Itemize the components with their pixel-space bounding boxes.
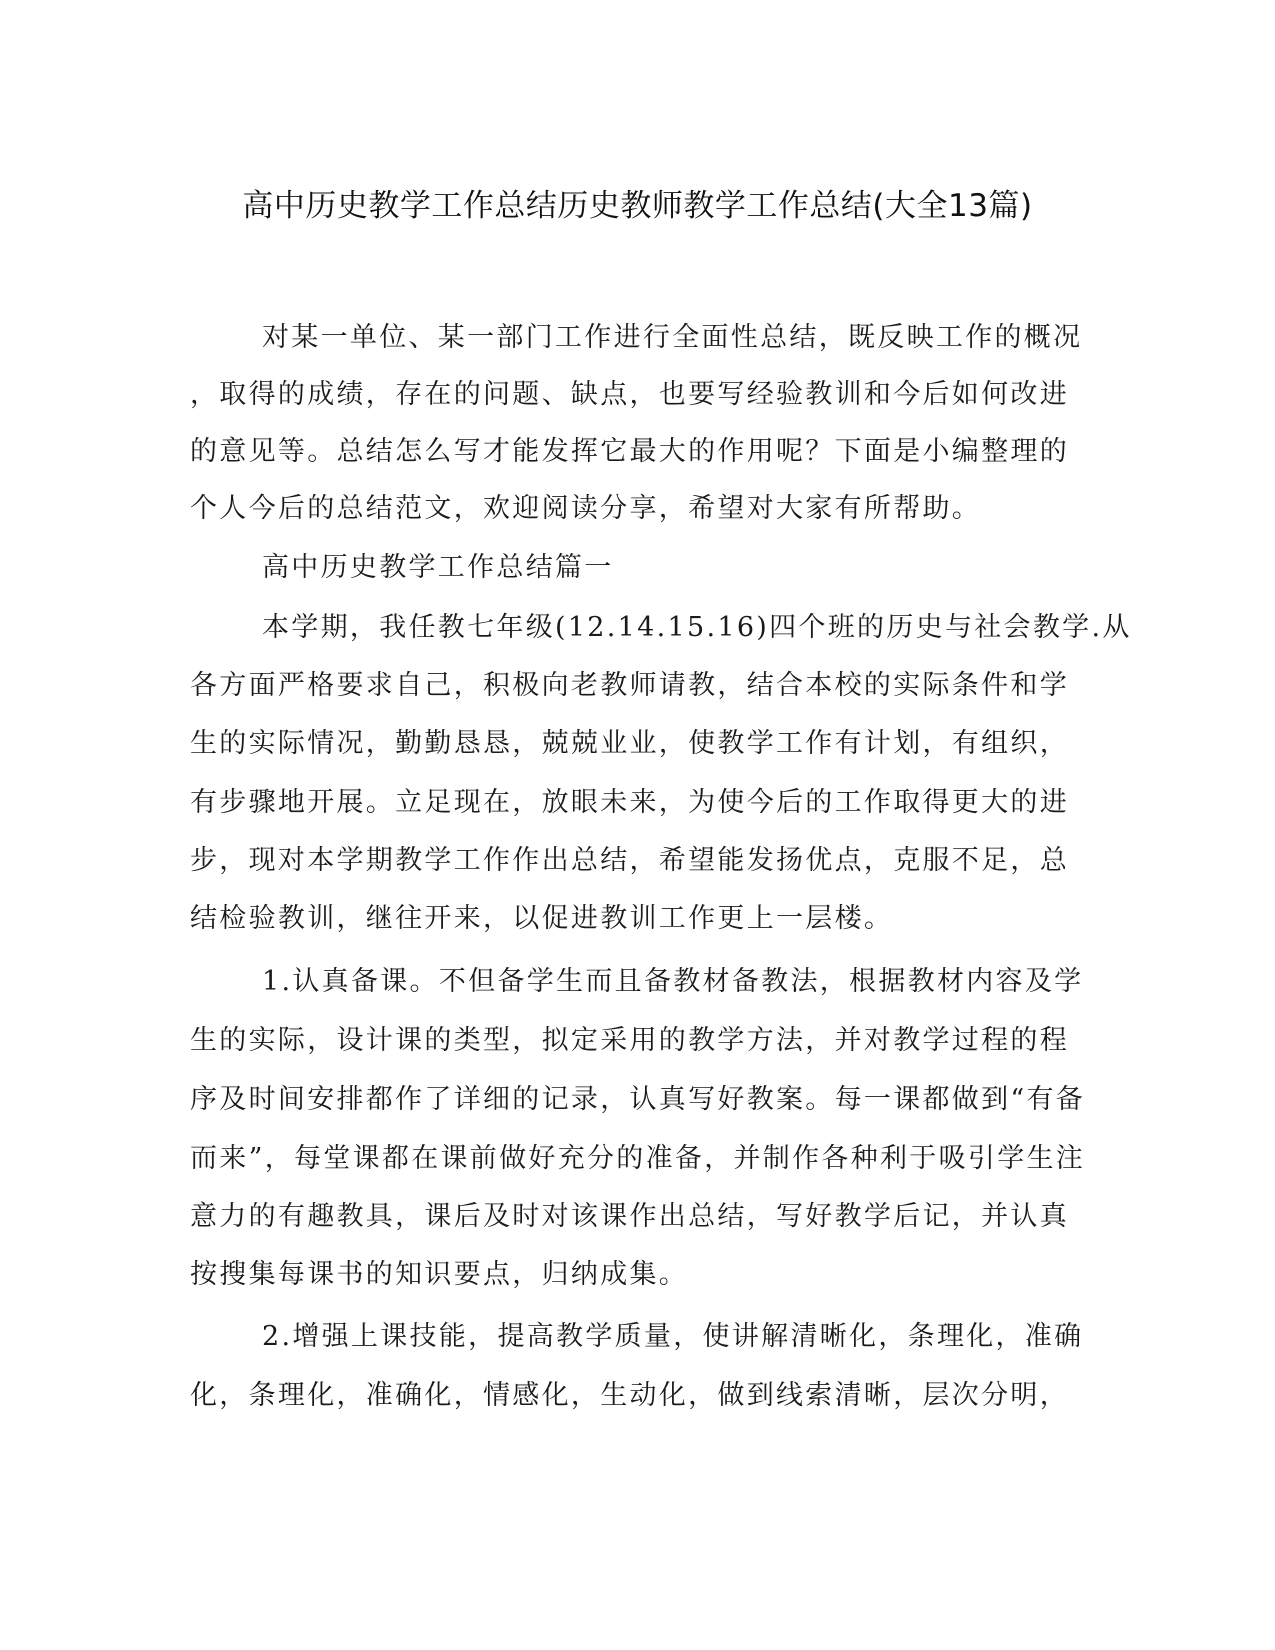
- paragraph-line: 按搜集每课书的知识要点，归纳成集。: [190, 1259, 689, 1290]
- paragraph-line: 意力的有趣教具，课后及时对该课作出总结，写好教学后记，并认真: [190, 1201, 1069, 1232]
- intro-line: 个人今后的总结范文，欢迎阅读分享，希望对大家有所帮助。: [190, 493, 982, 524]
- document-title: 高中历史教学工作总结历史教师教学工作总结(大全13篇): [242, 188, 1033, 224]
- paragraph-line: 序及时间安排都作了详细的记录，认真写好教案。每一课都做到“有备: [190, 1084, 1086, 1115]
- paragraph-line: 2.增强上课技能，提高教学质量，使讲解清晰化，条理化，准确: [262, 1321, 1084, 1352]
- paragraph-line: 步，现对本学期教学工作作出总结，希望能发扬优点，克服不足，总: [190, 845, 1069, 876]
- intro-line: ，取得的成绩，存在的问题、缺点，也要写经验教训和今后如何改进: [190, 379, 1069, 410]
- paragraph-line: 有步骤地开展。立足现在，放眼未来，为使今后的工作取得更大的进: [190, 787, 1069, 818]
- paragraph-line: 而来”，每堂课都在课前做好充分的准备，并制作各种利于吸引学生注: [190, 1143, 1086, 1174]
- paragraph-line: 各方面严格要求自己，积极向老教师请教，结合本校的实际条件和学: [190, 670, 1069, 701]
- paragraph-line: 本学期，我任教七年级(12.14.15.16)四个班的历史与社会教学.从: [262, 612, 1132, 643]
- paragraph-line: 生的实际情况，勤勤恳恳，兢兢业业，使教学工作有计划，有组织，: [190, 728, 1069, 759]
- intro-line: 的意见等。总结怎么写才能发挥它最大的作用呢？下面是小编整理的: [190, 436, 1069, 467]
- section-heading: 高中历史教学工作总结篇一: [262, 552, 614, 583]
- paragraph-line: 化，条理化，准确化，情感化，生动化，做到线索清晰，层次分明，: [190, 1380, 1069, 1411]
- paragraph-line: 1.认真备课。不但备学生而且备教材备教法，根据教材内容及学: [262, 966, 1084, 997]
- intro-line: 对某一单位、某一部门工作进行全面性总结，既反映工作的概况: [262, 322, 1083, 353]
- paragraph-line: 生的实际，设计课的类型，拟定采用的教学方法，并对教学过程的程: [190, 1025, 1069, 1056]
- paragraph-line: 结检验教训，继往开来，以促进教训工作更上一层楼。: [190, 903, 894, 934]
